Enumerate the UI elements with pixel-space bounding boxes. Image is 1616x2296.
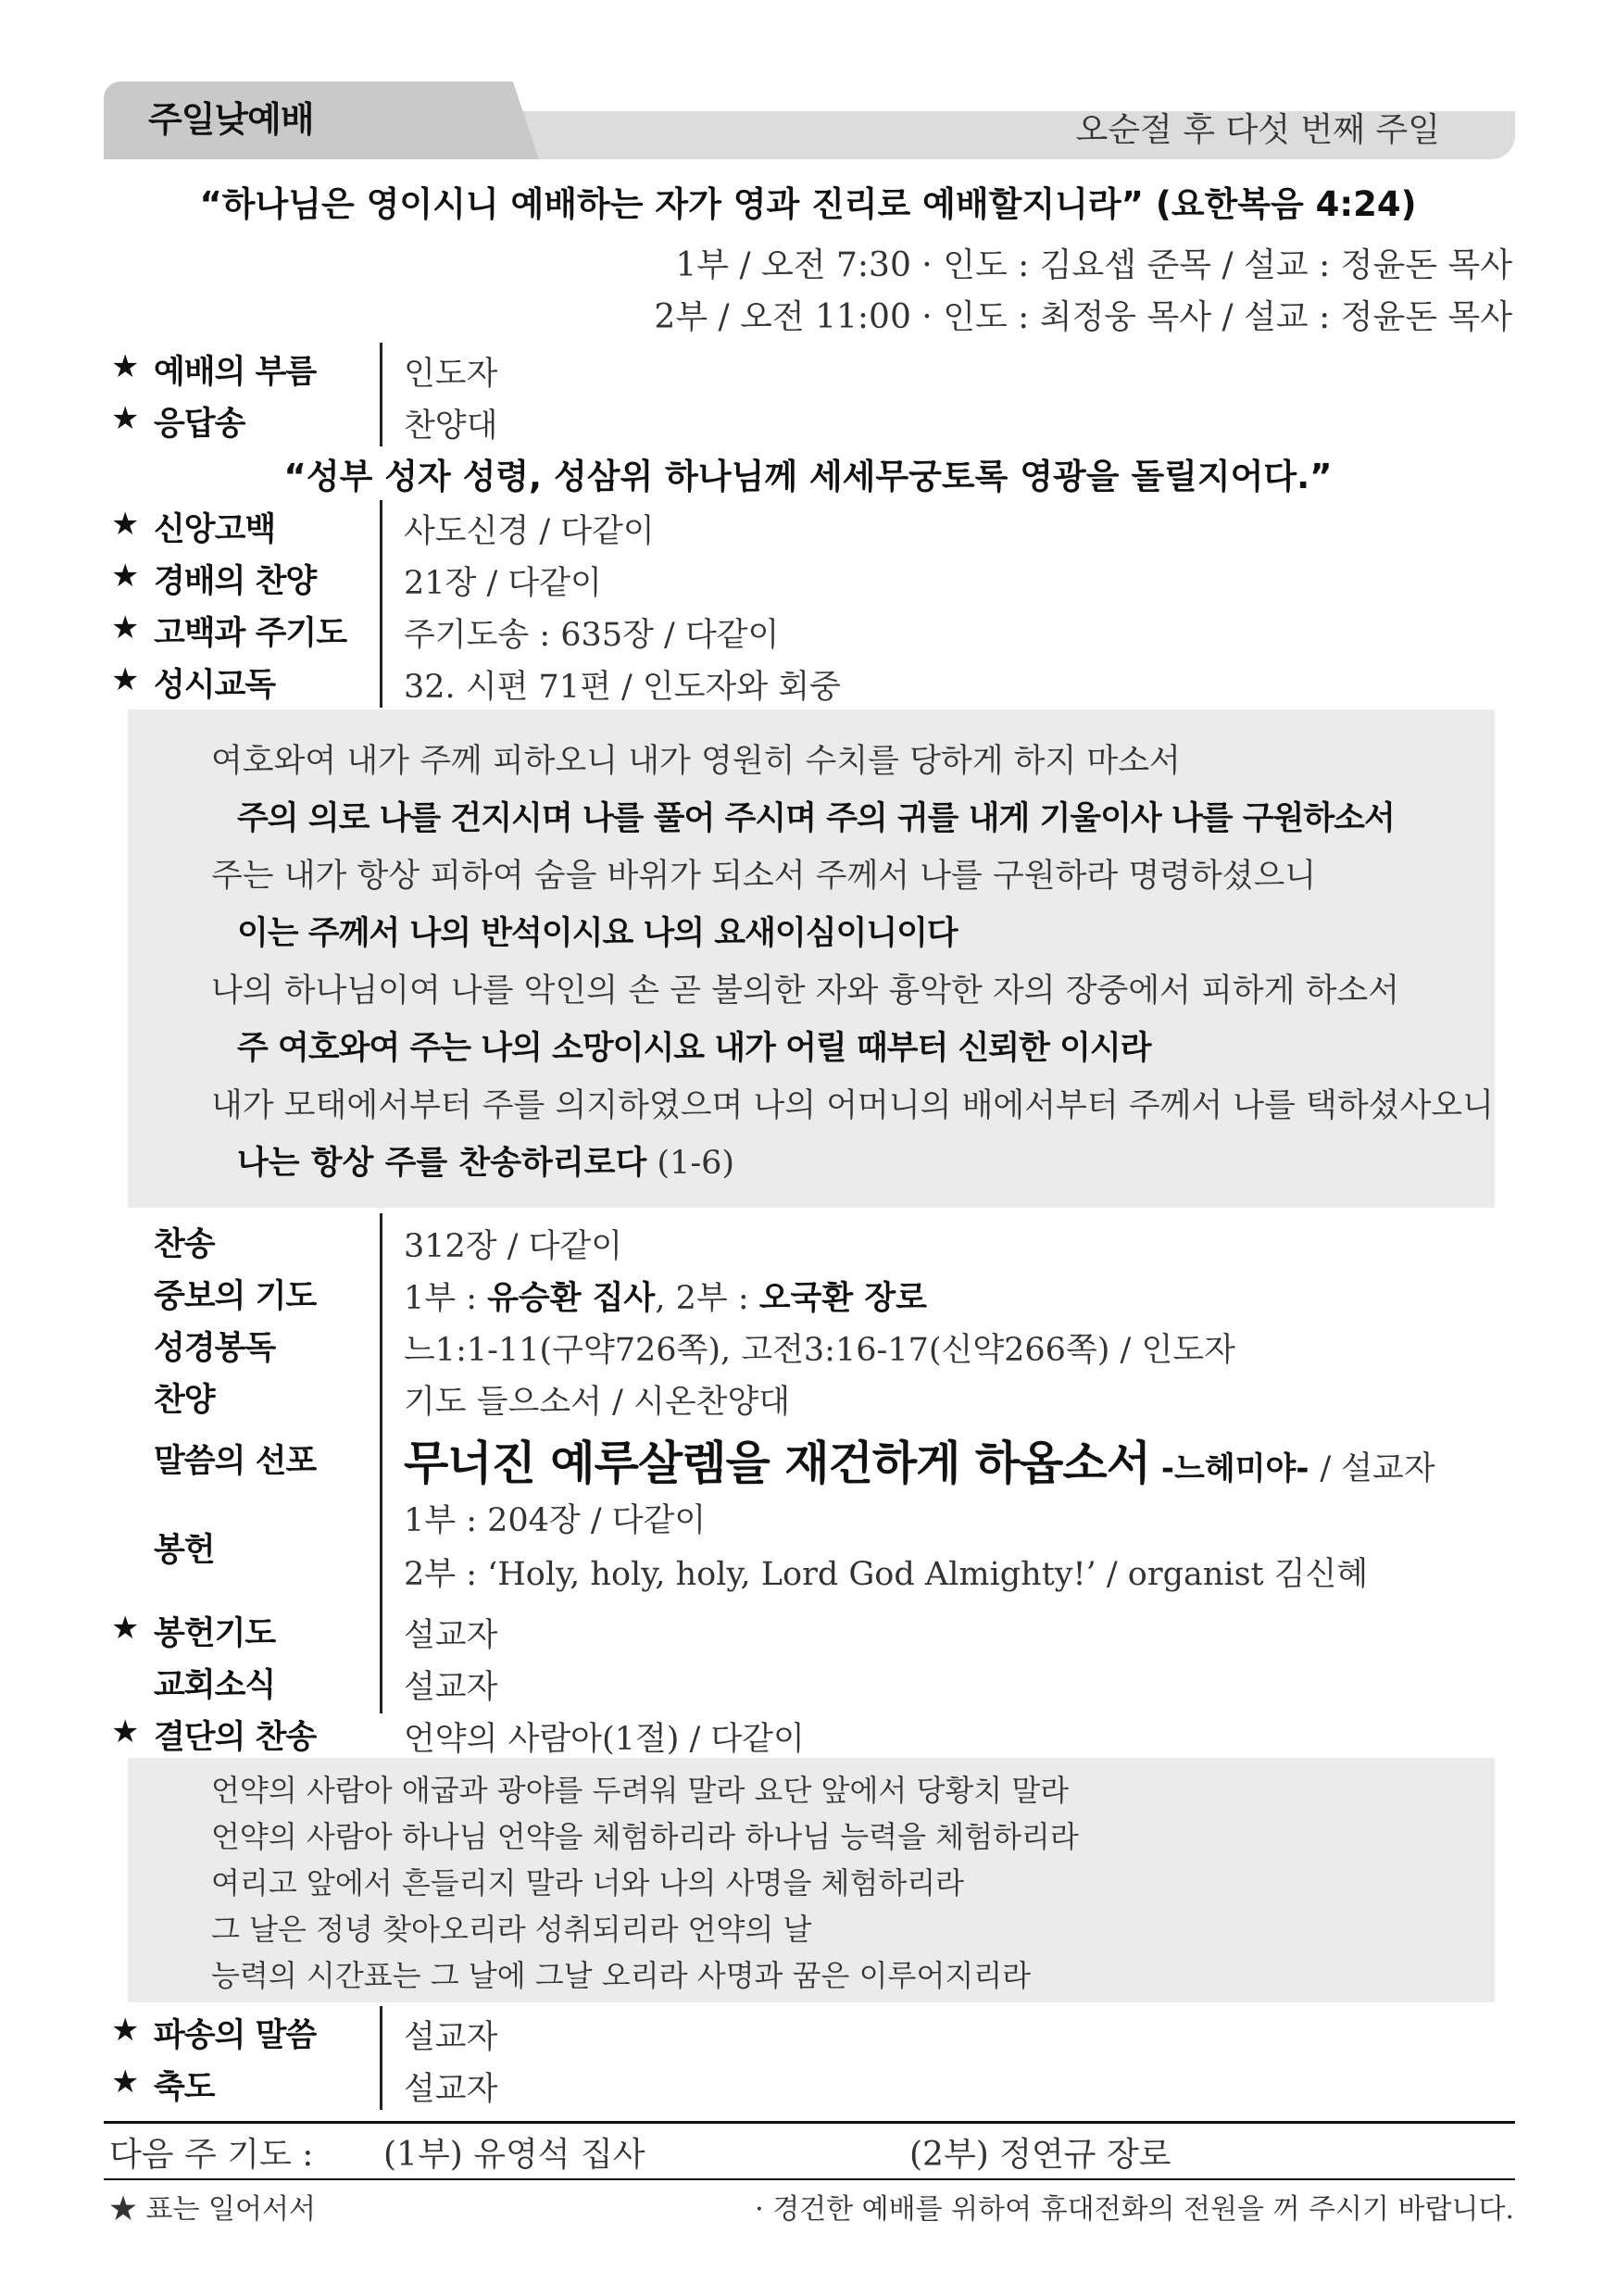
lyrics-line: 능력의 시간표는 그 날에 그날 오리라 사명과 꿈은 이루어지리라 xyxy=(211,1958,1032,1993)
next-prayer-2: (2부) 정연규 장로 xyxy=(909,2136,1171,2174)
order-label: 성경봉독 xyxy=(154,1330,276,1367)
order-label: 말씀의 선포 xyxy=(154,1443,317,1480)
order-label: 파송의 말씀 xyxy=(154,2017,317,2054)
order-item xyxy=(111,604,1510,656)
reading-text: 나는 항상 주를 찬송하리로다 xyxy=(237,1145,647,1182)
order-value: 21장 / 다같이 xyxy=(404,565,602,602)
order-label: 찬양 xyxy=(154,1382,215,1419)
service-time-1: 1부 / 오전 7:30 · 인도 : 김요셉 준목 / 설교 : 정윤돈 목사 xyxy=(675,246,1512,284)
order-value xyxy=(404,1426,1435,1493)
order-value: 느1:1-11(구약726쪽), 고전3:16-17(신약266쪽) / 인도자 xyxy=(404,1332,1235,1369)
standing-icon: ★ xyxy=(111,400,140,437)
order-value: 32. 시편 71편 / 인도자와 회중 xyxy=(404,669,841,706)
order-item xyxy=(111,500,1510,552)
order-item xyxy=(111,656,1510,708)
order-item xyxy=(111,1215,1510,1267)
order-value: 1부 : 204장 / 다같이 xyxy=(404,1502,707,1539)
order-value: 주기도송 : 635장 / 다같이 xyxy=(404,617,780,654)
order-item xyxy=(111,1267,1510,1319)
service-time-2: 2부 / 오전 11:00 · 인도 : 최정웅 목사 / 설교 : 정윤돈 목사 xyxy=(654,298,1512,336)
order-item xyxy=(111,343,1510,395)
standing-icon: ★ xyxy=(111,558,140,595)
order-label: 봉헌 xyxy=(154,1532,215,1569)
intercession-name-2: 오국환 장로 xyxy=(758,1280,927,1317)
order-value: 2부 : ‘Holy, holy, holy, Lord God Almighty!’ / organist 김신혜 xyxy=(404,1556,1369,1593)
order-item xyxy=(111,1604,1510,1656)
reading-line: 주 여호와여 주는 나의 소망이시요 내가 어릴 때부터 신뢰한 이시라 xyxy=(237,1030,1151,1067)
sermon-preacher: / 설교자 xyxy=(1320,1450,1435,1487)
order-label: 축도 xyxy=(154,2069,215,2106)
footer-divider xyxy=(104,2178,1515,2180)
order-value: 찬양대 xyxy=(404,408,498,445)
order-item xyxy=(111,1708,1510,1760)
order-value: 인도자 xyxy=(404,356,498,393)
order-value: 312장 / 다같이 xyxy=(404,1228,623,1265)
intercession-name-1: 유승환 집사 xyxy=(487,1280,656,1317)
reading-line: 이는 주께서 나의 반석이시요 나의 요새이심이니이다 xyxy=(237,915,958,952)
order-value: 설교자 xyxy=(404,1669,498,1706)
order-item xyxy=(111,1426,1510,1491)
page-title: 주일낮예배 xyxy=(148,99,314,140)
order-item xyxy=(111,1319,1510,1371)
reading-line: 내가 모태에서부터 주를 의지하였으며 나의 어머니의 배에서부터 주께서 나를 택하셨사오니 xyxy=(211,1087,1494,1124)
page-subtitle: 오순절 후 다섯 번째 주일 xyxy=(1075,111,1440,149)
standing-icon: ★ xyxy=(111,2064,140,2101)
order-value: 설교자 xyxy=(404,1617,498,1654)
order-label: 교회소식 xyxy=(154,1667,276,1704)
standing-icon: ★ xyxy=(111,1610,140,1647)
reading-line: 주는 내가 항상 피하여 숨을 바위가 되소서 주께서 나를 구원하라 명령하셨으니 xyxy=(211,858,1317,895)
order-item xyxy=(111,1495,1510,1599)
lyrics-line: 그 날은 정녕 찾아오리라 성취되리라 언약의 날 xyxy=(211,1912,812,1947)
order-label: 경배의 찬양 xyxy=(154,563,317,600)
order-item xyxy=(111,395,1510,446)
order-value: 언약의 사람아(1절) / 다같이 xyxy=(404,1721,805,1758)
order-label: 고백과 주기도 xyxy=(154,615,347,652)
standing-icon: ★ xyxy=(111,1713,140,1750)
order-label: 예배의 부름 xyxy=(154,354,317,391)
order-label: 봉헌기도 xyxy=(154,1615,276,1652)
next-prayer-label: 다음 주 기도 : xyxy=(109,2136,314,2174)
sermon-book: -느헤미야- xyxy=(1150,1450,1321,1487)
reading-line-last xyxy=(237,1137,734,1184)
order-item xyxy=(111,2006,1510,2058)
phone-note: · 경건한 예배를 위하여 휴대전화의 전원을 꺼 주시기 바랍니다. xyxy=(755,2193,1514,2226)
order-label: 찬송 xyxy=(154,1226,215,1263)
order-item xyxy=(111,2058,1510,2110)
reading-line: 주의 의로 나를 건지시며 나를 풀어 주시며 주의 귀를 내게 기울이사 나를 구원하소서 xyxy=(237,800,1395,837)
sermon-title: 무너진 예루살렘을 재건하게 하옵소서 xyxy=(404,1437,1151,1490)
lyrics-line: 언약의 사람아 하나님 언약을 체험하리라 하나님 능력을 체험하리라 xyxy=(211,1819,1079,1854)
order-item xyxy=(111,552,1510,604)
responsive-reading-box xyxy=(128,709,1495,1208)
reading-verses: (1-6) xyxy=(646,1145,735,1182)
doxology: “성부 성자 성령, 성삼위 하나님께 세세무궁토록 영광을 돌릴지어다.” xyxy=(283,457,1333,496)
standing-icon: ★ xyxy=(111,506,140,543)
reading-line: 여호와여 내가 주께 피하오니 내가 영원히 수치를 당하게 하지 마소서 xyxy=(211,743,1181,780)
order-value: 기도 들으소서 / 시온찬양대 xyxy=(404,1384,791,1421)
order-label: 성시교독 xyxy=(154,667,276,704)
order-item xyxy=(111,1371,1510,1423)
order-value: 사도신경 / 다같이 xyxy=(404,513,655,550)
standing-icon: ★ xyxy=(111,661,140,698)
order-label: 응답송 xyxy=(154,406,245,443)
next-prayer-1: (1부) 유영석 집사 xyxy=(383,2136,645,2174)
order-label: 중보의 기도 xyxy=(154,1278,317,1315)
intercession-sep: , 2부 : xyxy=(655,1280,759,1317)
order-value: 설교자 xyxy=(404,2071,498,2108)
standing-icon: ★ xyxy=(111,348,140,385)
footer-divider xyxy=(104,2121,1515,2124)
standing-note: ★ 표는 일어서서 xyxy=(109,2193,316,2226)
order-item xyxy=(111,1656,1510,1708)
lyrics-line: 여리고 앞에서 흔들리지 말라 너와 나의 사명을 체험하리라 xyxy=(211,1865,965,1901)
reading-line: 나의 하나님이여 나를 악인의 손 곧 불의한 자와 흉악한 자의 장중에서 피하게 하소서 xyxy=(211,972,1400,1010)
intercession-p1: 1부 : xyxy=(404,1280,488,1317)
standing-icon: ★ xyxy=(111,609,140,646)
order-value xyxy=(404,1273,927,1319)
order-value: 설교자 xyxy=(404,2019,498,2056)
order-label: 신앙고백 xyxy=(154,511,276,548)
theme-quote: “하나님은 영이시니 예배하는 자가 영과 진리로 예배할지니라” (요한복음 4:24) xyxy=(199,184,1417,224)
lyrics-line: 언약의 사람아 애굽과 광야를 두려워 말라 요단 앞에서 당황치 말라 xyxy=(211,1773,1070,1808)
order-label: 결단의 찬송 xyxy=(154,1719,317,1756)
standing-icon: ★ xyxy=(111,2012,140,2049)
